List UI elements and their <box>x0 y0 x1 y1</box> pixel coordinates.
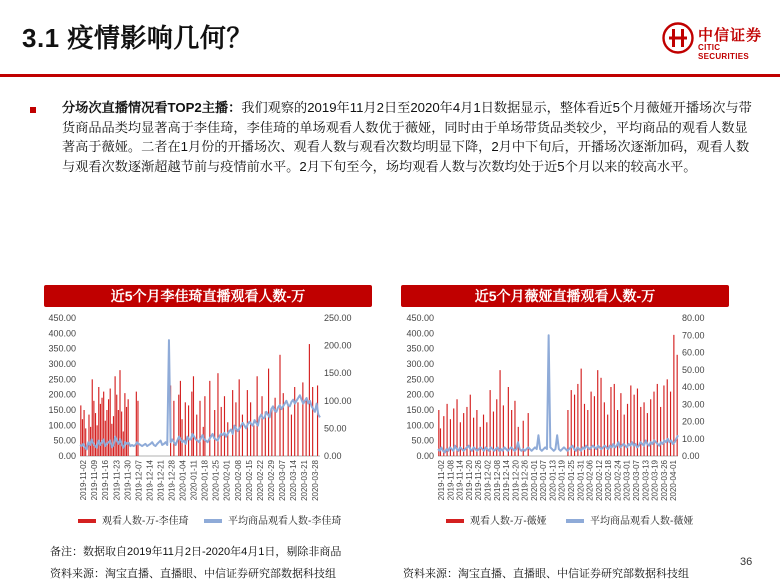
x-tick-label: 2020-03-14 <box>289 460 299 501</box>
logo-text-en: CITIC SECURITIES <box>698 43 750 61</box>
y2-tick-label: 30.00 <box>682 399 705 410</box>
brand-logo <box>662 22 772 61</box>
x-tick-label: 2020-01-13 <box>548 460 558 501</box>
x-tick-label: 2020-01-31 <box>576 460 586 501</box>
bar <box>508 387 509 456</box>
bar <box>663 385 664 456</box>
y-tick-label: 350.00 <box>48 343 76 354</box>
x-tick-label: 2020-02-12 <box>594 460 604 501</box>
legend-bar-swatch <box>78 519 96 523</box>
bar <box>185 402 186 456</box>
bar <box>214 410 215 456</box>
x-tick-label: 2020-01-18 <box>200 460 210 501</box>
bar <box>118 410 119 456</box>
bar <box>302 382 303 456</box>
bar <box>581 369 582 456</box>
legend-bar-label: 观看人数-万-薇娅 <box>470 516 547 527</box>
bar <box>137 401 138 456</box>
x-tick-label: 2020-02-22 <box>255 460 265 501</box>
bar <box>85 428 86 456</box>
source-left: 资料来源：淘宝直播、直播眼、中信证券研究部数据科技组 <box>50 568 336 580</box>
y2-tick-label: 40.00 <box>682 382 705 392</box>
y-tick-label: 50.00 <box>411 435 434 446</box>
x-tick-label: 2019-12-14 <box>502 460 512 501</box>
bar <box>203 427 204 456</box>
bar <box>660 407 661 456</box>
bar <box>221 407 222 456</box>
bar <box>199 401 200 456</box>
bar <box>257 376 258 456</box>
bar <box>514 401 515 456</box>
y2-tick-label: 20.00 <box>682 416 705 427</box>
y2-tick-label: 50.00 <box>324 423 347 434</box>
bar <box>121 412 122 456</box>
y-tick-label: 0.00 <box>58 451 76 461</box>
x-tick-label: 2019-11-02 <box>437 460 447 501</box>
x-tick-label: 2020-02-06 <box>585 460 595 501</box>
page-number: 36 <box>740 556 753 568</box>
bar <box>600 378 601 456</box>
bar <box>275 398 276 456</box>
legend-bar-swatch <box>446 519 464 523</box>
bar <box>597 370 598 456</box>
bar <box>106 410 107 456</box>
bar <box>460 422 461 456</box>
page-title: 3.1 疫情影响几何？ <box>22 23 253 53</box>
x-tick-label: 2019-11-16 <box>101 460 111 501</box>
bar <box>677 355 678 456</box>
bar <box>92 379 93 456</box>
y2-tick-label: 50.00 <box>682 364 705 375</box>
x-tick-label: 2019-12-21 <box>156 460 166 501</box>
bar <box>634 395 635 456</box>
x-tick-label: 2020-03-07 <box>631 460 641 501</box>
summary-paragraph <box>62 98 752 176</box>
x-tick-label: 2020-02-18 <box>604 460 614 501</box>
y-tick-label: 450.00 <box>48 313 76 323</box>
footnote: 备注：数据取自2019年11月2日-2020年4月1日，剔除非商品 <box>50 546 342 558</box>
summary-text: 我们观察的2019年11月2日至2020年4月1日数据显示，整体看近5个月薇娅开播场次与带货商品品类均显著高于李佳琦，李佳琦的单场观看人数优于薇娅，同时由于单场带货品类较少，平均商品的观看人数显著高于薇娅。二者在1月份的开播场次、观看人数与观看次数均明显下降，2月中下旬后，开播场次逐渐加码，观看人数与观看次数逐渐超越节前与疫情前水平。2月下旬至今，场均观看人数与次数均处于近5个月以来的较高水平。 <box>62 100 752 174</box>
bar <box>268 369 269 456</box>
bar <box>98 387 99 456</box>
y-tick-label: 250.00 <box>48 374 76 385</box>
bar <box>239 379 240 456</box>
bar <box>294 387 295 456</box>
x-tick-label: 2020-01-01 <box>529 460 539 501</box>
bar <box>499 370 500 456</box>
bar <box>490 390 491 456</box>
y2-tick-label: 0.00 <box>682 451 700 461</box>
bar <box>103 392 104 456</box>
y2-tick-label: 150.00 <box>324 368 352 379</box>
x-tick-label: 2019-11-20 <box>464 460 474 501</box>
bar <box>111 424 112 456</box>
y2-tick-label: 60.00 <box>682 347 705 358</box>
x-tick-label: 2020-01-11 <box>189 460 199 501</box>
x-tick-label: 2020-02-01 <box>222 460 232 501</box>
bar <box>242 415 243 456</box>
y-tick-label: 400.00 <box>406 328 434 339</box>
x-tick-label: 2020-03-26 <box>659 460 669 501</box>
bar <box>667 379 668 456</box>
bar <box>450 419 451 456</box>
y-tick-label: 300.00 <box>406 359 434 369</box>
x-tick-label: 2020-02-24 <box>613 460 623 501</box>
y-tick-label: 300.00 <box>48 359 76 369</box>
bar <box>173 401 174 456</box>
bar <box>673 335 674 456</box>
bar <box>283 393 284 456</box>
x-tick-label: 2020-03-19 <box>650 460 660 501</box>
y2-tick-label: 250.00 <box>324 313 352 323</box>
legend-line-swatch <box>566 519 584 523</box>
y-tick-label: 150.00 <box>48 405 76 415</box>
y-tick-label: 0.00 <box>416 451 434 461</box>
bar <box>271 408 272 456</box>
bar <box>84 410 85 456</box>
y-tick-label: 200.00 <box>406 389 434 400</box>
x-tick-label: 2020-03-28 <box>311 460 321 501</box>
bar <box>617 410 618 456</box>
bar <box>178 395 179 456</box>
bar <box>128 399 129 456</box>
legend-line-label: 平均商品观看人数-薇娅 <box>590 516 694 527</box>
x-tick-label: 2020-02-15 <box>244 460 254 501</box>
x-tick-label: 2019-11-26 <box>474 460 484 501</box>
x-tick-label: 2019-11-02 <box>79 460 89 501</box>
bullet-marker <box>30 107 36 113</box>
x-tick-label: 2020-01-25 <box>567 460 577 501</box>
bar <box>640 407 641 456</box>
bar <box>126 407 127 456</box>
y2-tick-label: 0.00 <box>324 451 342 461</box>
chart-li-jiaqi <box>30 308 380 533</box>
bar <box>480 427 481 456</box>
x-tick-label: 2020-01-25 <box>211 460 221 501</box>
bar <box>95 413 96 456</box>
bar <box>123 431 124 456</box>
summary-lead: 分场次直播情况看TOP2主播： <box>62 100 242 115</box>
bar <box>88 415 89 456</box>
bar <box>306 399 307 456</box>
x-tick-label: 2019-12-02 <box>483 460 493 501</box>
bar <box>670 392 671 456</box>
x-tick-label: 2019-11-14 <box>455 460 465 501</box>
bar <box>653 392 654 456</box>
y-tick-label: 450.00 <box>406 313 434 323</box>
x-tick-label: 2020-03-13 <box>641 460 651 501</box>
x-tick-label: 2020-01-07 <box>539 460 549 501</box>
bar <box>136 392 137 456</box>
bar <box>188 405 189 456</box>
bar <box>250 402 251 456</box>
x-tick-label: 2019-12-26 <box>520 460 530 501</box>
x-tick-label: 2019-11-08 <box>446 460 456 501</box>
y-tick-label: 350.00 <box>406 343 434 354</box>
bar <box>80 405 81 456</box>
bar <box>116 395 117 456</box>
bar <box>253 425 254 456</box>
y-tick-label: 400.00 <box>48 328 76 339</box>
y2-tick-label: 10.00 <box>682 433 705 444</box>
x-tick-label: 2019-12-07 <box>134 460 144 501</box>
bar <box>180 381 181 456</box>
bar <box>113 416 114 456</box>
legend-bar-label: 观看人数-万-李佳琦 <box>102 516 189 527</box>
x-tick-label: 2020-01-19 <box>557 460 567 501</box>
bar <box>193 376 194 456</box>
x-tick-label: 2020-01-04 <box>178 460 188 501</box>
y-tick-label: 250.00 <box>406 374 434 385</box>
x-tick-label: 2019-11-30 <box>123 460 133 501</box>
chart-wei-ya <box>388 308 738 533</box>
bar <box>647 413 648 456</box>
bar <box>297 402 298 456</box>
y-tick-label: 50.00 <box>53 435 76 446</box>
bar <box>181 419 182 456</box>
y-tick-label: 200.00 <box>48 389 76 400</box>
y-tick-label: 100.00 <box>48 420 76 431</box>
bar <box>204 396 205 456</box>
bar <box>288 405 289 456</box>
x-tick-label: 2020-02-08 <box>233 460 243 501</box>
bar <box>312 387 313 456</box>
x-tick-label: 2020-03-01 <box>622 460 632 501</box>
bar <box>105 421 106 456</box>
bar <box>440 428 441 456</box>
bar <box>624 415 625 456</box>
legend-line-swatch <box>204 519 222 523</box>
chart-title-left: 近5个月李佳琦直播观看人数-万 <box>44 285 372 307</box>
x-tick-label: 2019-12-28 <box>167 460 177 501</box>
bar <box>196 415 197 456</box>
y2-tick-label: 80.00 <box>682 313 705 323</box>
chart-title-right: 近5个月薇娅直播观看人数-万 <box>401 285 729 307</box>
y-tick-label: 100.00 <box>406 420 434 431</box>
bar <box>108 399 109 456</box>
bar <box>101 398 102 456</box>
bar <box>643 402 644 456</box>
bar <box>209 381 210 456</box>
x-tick-label: 2020-02-29 <box>266 460 276 501</box>
x-tick-label: 2019-11-09 <box>90 460 100 501</box>
x-tick-label: 2019-12-14 <box>145 460 155 501</box>
header-rule <box>0 74 780 77</box>
citic-logo-icon <box>662 22 694 54</box>
x-tick-label: 2019-12-08 <box>492 460 502 501</box>
bar <box>217 373 218 456</box>
y-tick-label: 150.00 <box>406 405 434 415</box>
logo-text-cn: 中信证券 <box>698 27 763 44</box>
y2-tick-label: 200.00 <box>324 340 352 351</box>
bar <box>82 419 83 456</box>
legend-line-label: 平均商品观看人数-李佳琦 <box>228 516 342 527</box>
bar <box>93 401 94 456</box>
source-right: 资料来源：淘宝直播、直播眼、中信证券研究部数据科技组 <box>403 568 689 580</box>
y2-tick-label: 100.00 <box>324 395 352 406</box>
bar <box>291 415 292 456</box>
bar <box>227 422 228 456</box>
bar <box>650 399 651 456</box>
bar <box>486 422 487 456</box>
bar <box>100 404 101 456</box>
x-tick-label: 2019-11-23 <box>112 460 122 501</box>
bar <box>191 392 192 456</box>
x-tick-label: 2020-04-01 <box>669 460 679 501</box>
y2-tick-label: 70.00 <box>682 330 705 341</box>
bar <box>577 384 578 456</box>
bar <box>224 396 225 456</box>
x-tick-label: 2019-12-20 <box>511 460 521 501</box>
x-tick-label: 2020-03-07 <box>277 460 287 501</box>
bar <box>261 396 262 456</box>
bar <box>528 413 529 456</box>
bar <box>232 390 233 456</box>
bar <box>317 385 318 456</box>
x-tick-label: 2020-03-21 <box>300 460 310 501</box>
